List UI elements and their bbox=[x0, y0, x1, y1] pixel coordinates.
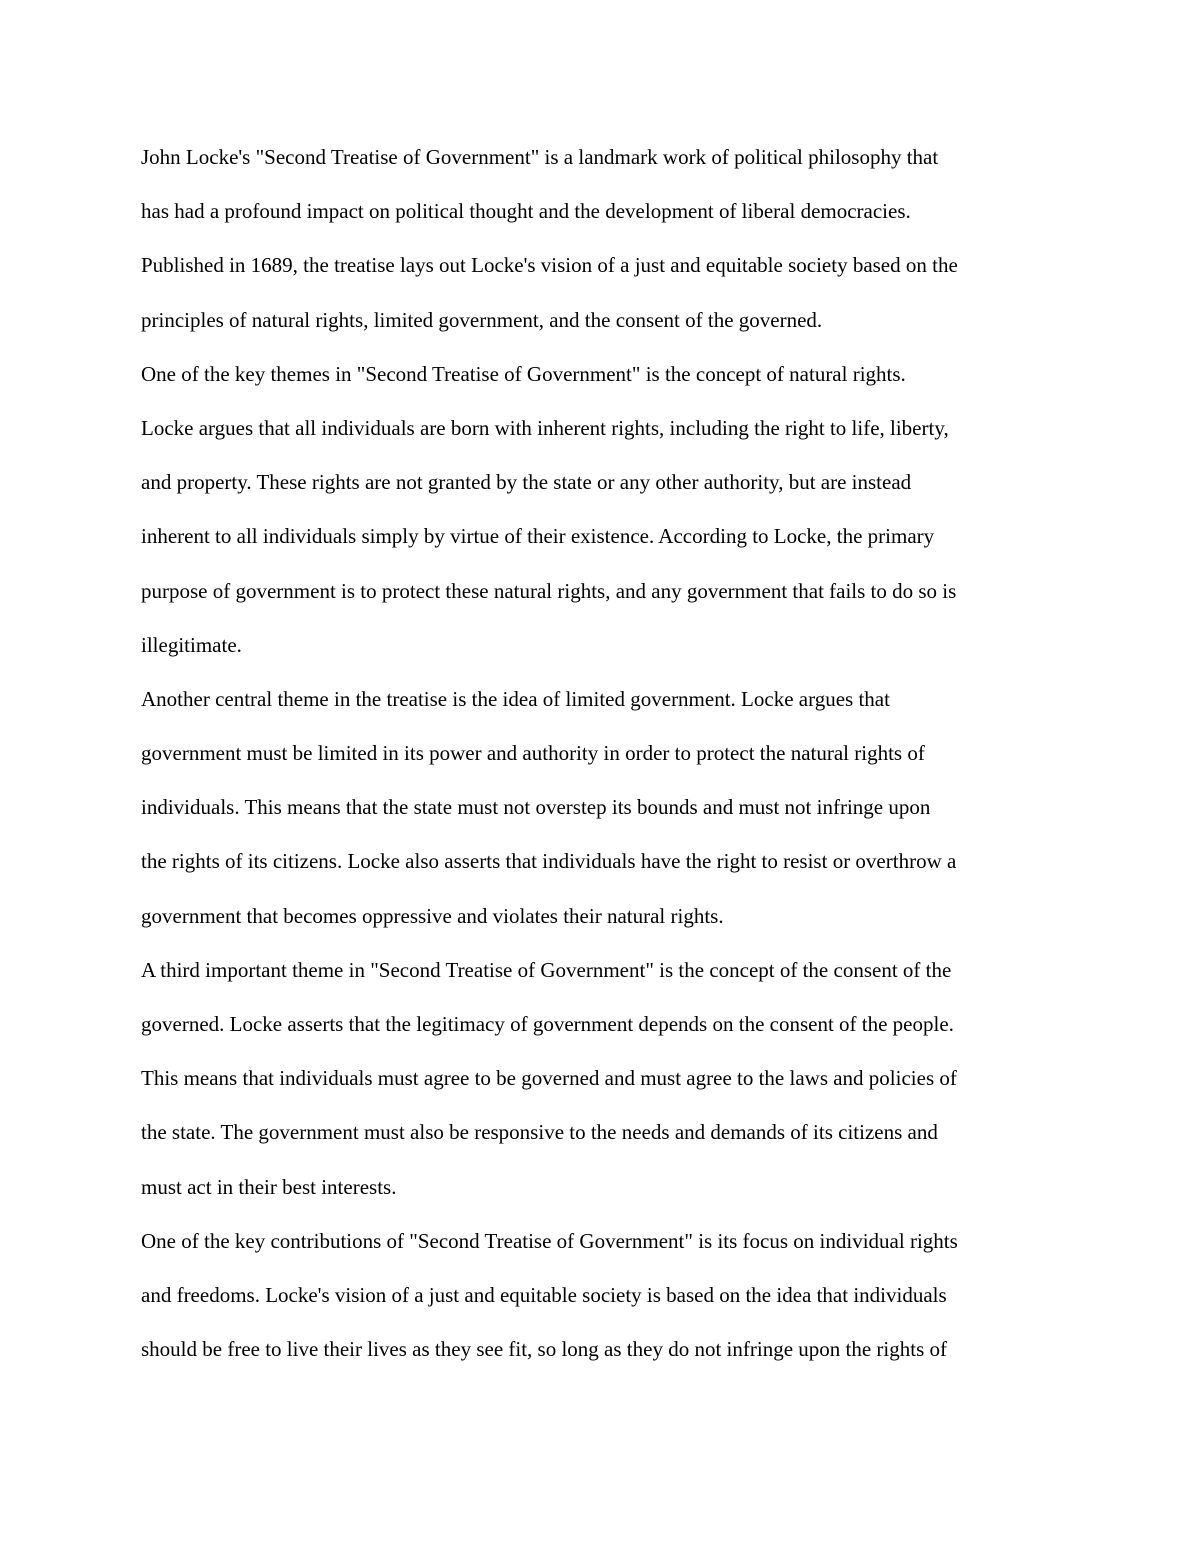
text-line: inherent to all individuals simply by virtue of their existence. According to Locke, the primary bbox=[141, 524, 935, 549]
text-line: purpose of government is to protect these natural rights, and any government that fails to do so is bbox=[141, 578, 957, 603]
text-line: governed. Locke asserts that the legitimacy of government depends on the consent of the people. bbox=[141, 1012, 954, 1036]
text-line: must act in their best interests. bbox=[141, 1174, 397, 1199]
document-body bbox=[141, 130, 1081, 1376]
text-line: the rights of its citizens. Locke also asserts that individuals have the right to resist or overthrow a bbox=[141, 849, 957, 874]
text-line: and freedoms. Locke's vision of a just and equitable society is based on the idea that individuals bbox=[141, 1282, 947, 1307]
text-line: principles of natural rights, limited government, and the consent of the governed. bbox=[141, 307, 823, 332]
text-line: Locke argues that all individuals are born with inherent rights, including the right to life, liberty, bbox=[141, 415, 949, 440]
text-line: government must be limited in its power and authority in order to protect the natural rights of bbox=[141, 741, 925, 766]
text-line: illegitimate. bbox=[141, 632, 242, 657]
text-line: has had a profound impact on political thought and the development of liberal democracies. bbox=[141, 199, 911, 224]
text-line: A third important theme in "Second Treatise of Government" is the concept of the consent of the bbox=[141, 957, 952, 982]
text-line: individuals. This means that the state must not overstep its bounds and must not infringe upon bbox=[141, 795, 931, 820]
text-line: Another central theme in the treatise is the idea of limited government. Locke argues that bbox=[141, 686, 890, 711]
text-line: One of the key themes in "Second Treatise of Government" is the concept of natural rights. bbox=[141, 361, 906, 386]
text-line: the state. The government must also be responsive to the needs and demands of its citizens and bbox=[141, 1120, 938, 1145]
text-line: government that becomes oppressive and violates their natural rights. bbox=[141, 903, 724, 928]
text-line: and property. These rights are not granted by the state or any other authority, but are instead bbox=[141, 470, 912, 495]
text-line: Published in 1689, the treatise lays out Locke's vision of a just and equitable society based on the bbox=[141, 253, 958, 278]
text-line: This means that individuals must agree to be governed and must agree to the laws and policies of bbox=[141, 1066, 957, 1091]
text-line: One of the key contributions of "Second Treatise of Government" is its focus on individual rights bbox=[141, 1228, 958, 1253]
text-line: John Locke's "Second Treatise of Government" is a landmark work of political philosophy that bbox=[141, 145, 939, 169]
text-line: should be free to live their lives as they see fit, so long as they do not infringe upon the rights of bbox=[141, 1337, 947, 1362]
